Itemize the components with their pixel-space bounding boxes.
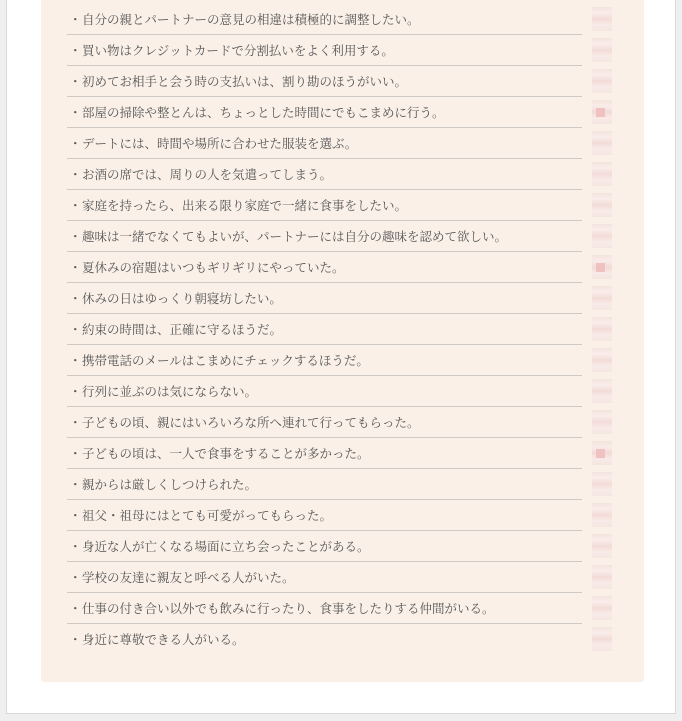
answer-cell (589, 252, 615, 283)
answer-cell (589, 469, 615, 500)
redacted-answer-mark (592, 348, 612, 372)
question-text: 行列に並ぶのは気にならない。 (82, 384, 258, 399)
question-text: 親からは厳しくしつけられた。 (82, 477, 258, 492)
redacted-answer-mark (592, 255, 612, 279)
answer-cell (589, 593, 615, 624)
redacted-answer-mark (592, 379, 612, 403)
question-row (67, 407, 582, 438)
answer-cell (589, 4, 615, 35)
answer-cell (589, 562, 615, 593)
redacted-answer-mark (592, 317, 612, 341)
redacted-answer-mark (592, 472, 612, 496)
redacted-answer-mark (592, 565, 612, 589)
bullet-glyph: ・ (69, 167, 82, 182)
question-text: 子どもの頃、親にはいろいろな所へ連れて行ってもらった。 (82, 415, 420, 430)
redacted-answer-mark (592, 69, 612, 93)
bullet-glyph: ・ (69, 12, 82, 27)
redacted-answer-mark (592, 627, 612, 651)
question-row (67, 438, 582, 469)
answer-cell (589, 624, 615, 655)
answer-cell (589, 531, 615, 562)
bullet-glyph: ・ (69, 198, 82, 213)
question-text: 学校の友達に親友と呼べる人がいた。 (82, 570, 295, 585)
question-text: 買い物はクレジットカードで分割払いをよく利用する。 (82, 43, 394, 58)
bullet-glyph: ・ (69, 322, 82, 337)
question-text: 携帯電話のメールはこまめにチェックするほうだ。 (82, 353, 369, 368)
answer-cell (589, 345, 615, 376)
question-text: 仕事の付き合い以外でも飲みに行ったり、食事をしたりする仲間がいる。 (82, 601, 495, 616)
redacted-answer-mark (592, 131, 612, 155)
redacted-answer-mark (592, 410, 612, 434)
answer-cell (589, 35, 615, 66)
question-row (67, 283, 582, 314)
question-row (67, 345, 582, 376)
question-row (67, 97, 582, 128)
question-row (67, 4, 582, 35)
question-row (67, 593, 582, 624)
answer-cell (589, 438, 615, 469)
question-row (67, 159, 582, 190)
question-row (67, 128, 582, 159)
bullet-glyph: ・ (69, 508, 82, 523)
question-row (67, 314, 582, 345)
question-row (67, 562, 582, 593)
question-text: 休みの日はゆっくり朝寝坊したい。 (82, 291, 282, 306)
answer-cell (589, 407, 615, 438)
question-row (67, 469, 582, 500)
redacted-answer-mark (592, 596, 612, 620)
question-row (67, 66, 582, 97)
bullet-glyph: ・ (69, 105, 82, 120)
answer-cell (589, 159, 615, 190)
question-text: 祖父・祖母にはとても可愛がってもらった。 (82, 508, 333, 523)
bullet-glyph: ・ (69, 415, 82, 430)
redacted-answer-mark (592, 503, 612, 527)
redacted-answer-mark (592, 441, 612, 465)
answer-cell (589, 500, 615, 531)
answer-cell (589, 66, 615, 97)
redacted-answer-mark (592, 193, 612, 217)
answer-cell (589, 190, 615, 221)
question-text: デートには、時間や場所に合わせた服装を選ぶ。 (82, 136, 358, 151)
question-row (67, 500, 582, 531)
answer-cell (589, 221, 615, 252)
answer-cell (589, 283, 615, 314)
question-text: 約束の時間は、正確に守るほうだ。 (82, 322, 283, 337)
redacted-answer-mark (592, 224, 612, 248)
question-row (67, 531, 582, 562)
redacted-answer-mark (592, 100, 612, 124)
bullet-glyph: ・ (69, 601, 82, 616)
bullet-glyph: ・ (69, 260, 82, 275)
question-text: 身近な人が亡くなる場面に立ち会ったことがある。 (82, 539, 370, 554)
bullet-glyph: ・ (69, 291, 82, 306)
question-row (67, 190, 582, 221)
bullet-glyph: ・ (69, 570, 82, 585)
question-text: お酒の席では、周りの人を気遣ってしまう。 (82, 167, 333, 182)
question-text: 趣味は一緒でなくてもよいが、パートナーには自分の趣味を認めて欲しい。 (82, 229, 508, 244)
answer-cell (589, 314, 615, 345)
question-text: 身近に尊敬できる人がいる。 (82, 632, 245, 647)
redacted-answer-mark (592, 162, 612, 186)
question-text: 初めてお相手と会う時の支払いは、割り勘のほうがいい。 (82, 74, 408, 89)
question-row (67, 624, 582, 654)
answer-cell (589, 376, 615, 407)
redacted-answer-mark (592, 286, 612, 310)
question-text: 家庭を持ったら、出来る限り家庭で一緒に食事をしたい。 (82, 198, 408, 213)
bullet-glyph: ・ (69, 632, 82, 647)
question-row (67, 35, 582, 66)
redacted-answer-mark (592, 534, 612, 558)
bullet-glyph: ・ (69, 136, 82, 151)
bullet-glyph: ・ (69, 74, 82, 89)
question-row (67, 376, 582, 407)
bullet-glyph: ・ (69, 43, 82, 58)
question-row (67, 252, 582, 283)
question-text: 自分の親とパートナーの意見の相違は積極的に調整したい。 (82, 12, 420, 27)
redacted-answer-mark (592, 7, 612, 31)
question-text: 夏休みの宿題はいつもギリギリにやっていた。 (82, 260, 345, 275)
redacted-answer-mark (592, 38, 612, 62)
question-text: 子どもの頃は、一人で食事をすることが多かった。 (82, 446, 370, 461)
answer-column (589, 4, 615, 655)
answer-cell (589, 97, 615, 128)
bullet-glyph: ・ (69, 384, 82, 399)
bullet-glyph: ・ (69, 539, 82, 554)
answer-cell (589, 128, 615, 159)
bullet-glyph: ・ (69, 446, 82, 461)
bullet-glyph: ・ (69, 477, 82, 492)
question-list (67, 4, 582, 654)
bullet-glyph: ・ (69, 353, 82, 368)
question-text: 部屋の掃除や整とんは、ちょっとした時間にでもこまめに行う。 (82, 105, 445, 120)
question-row (67, 221, 582, 252)
bullet-glyph: ・ (69, 229, 82, 244)
